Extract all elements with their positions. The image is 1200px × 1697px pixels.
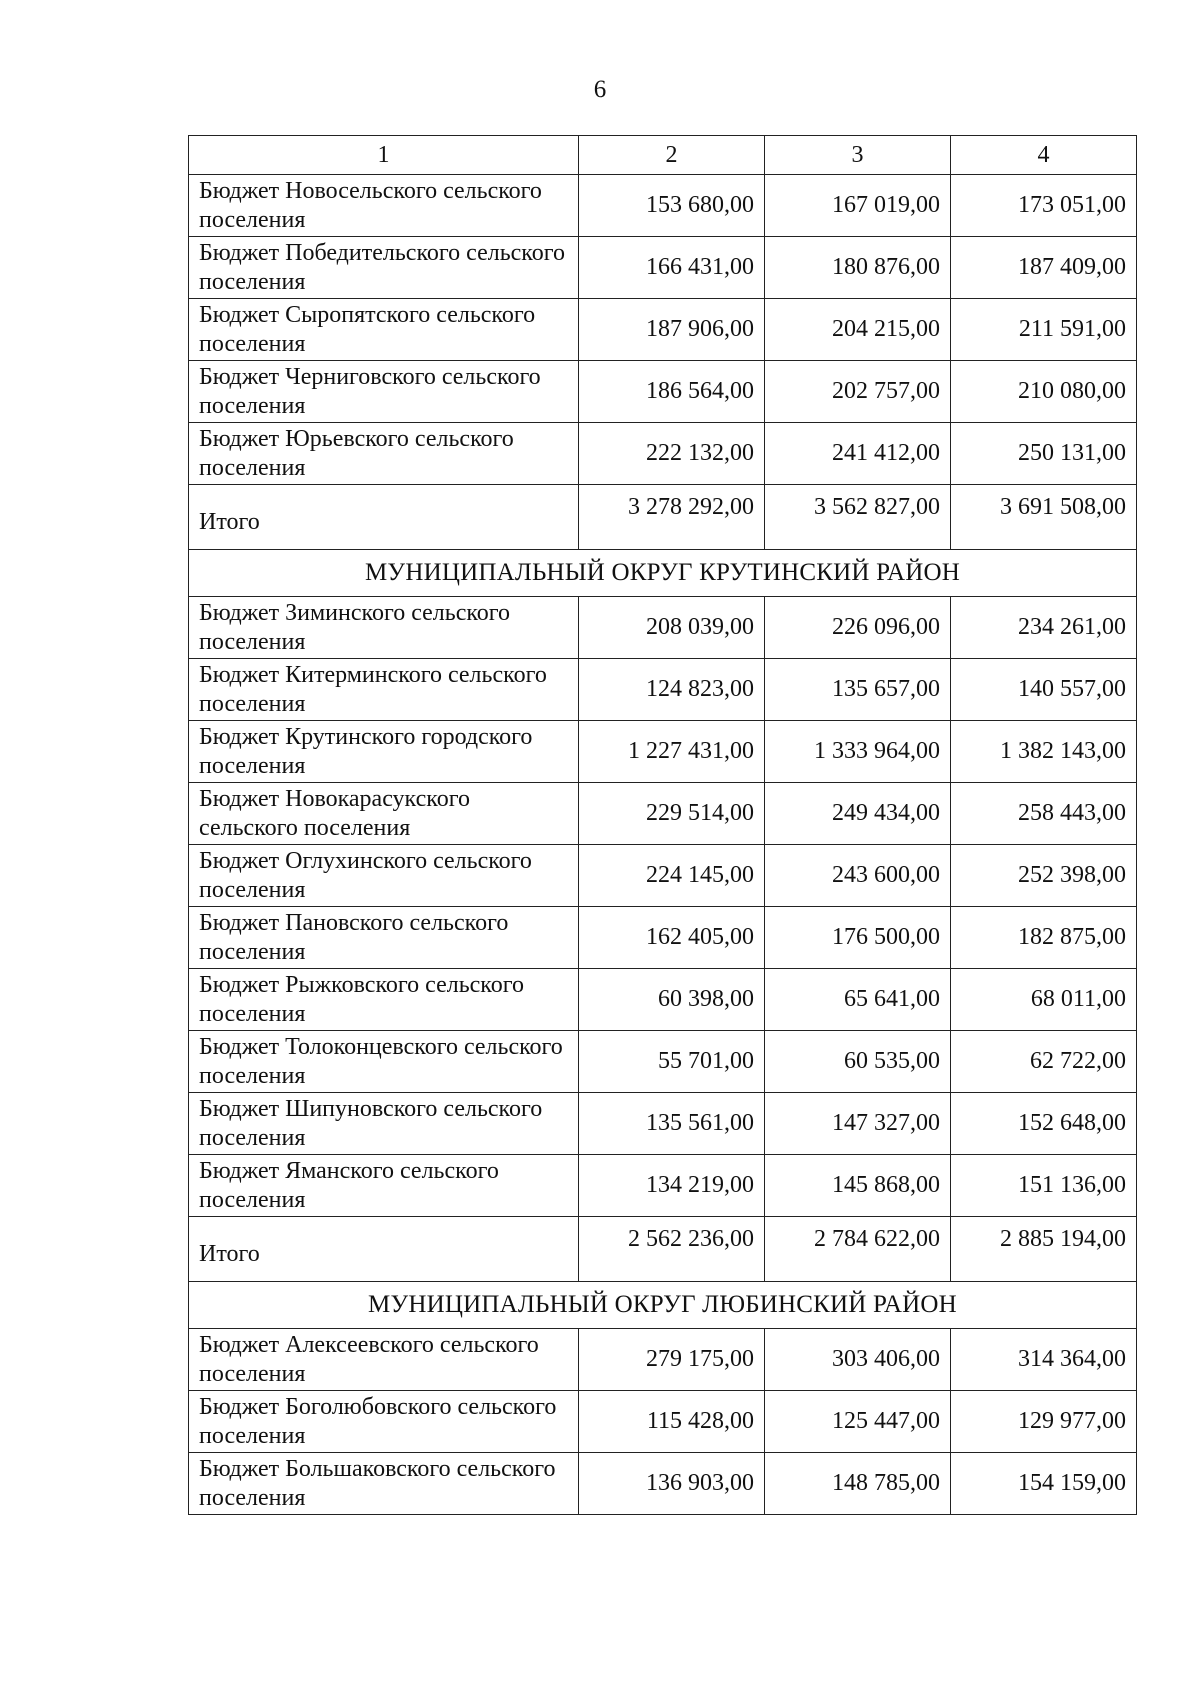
budget-name-cell: Бюджет Китерминского сельского поселения xyxy=(189,659,579,721)
value-cell-col3: 176 500,00 xyxy=(765,907,951,969)
table-row xyxy=(189,1155,1137,1217)
value-cell-col2: 222 132,00 xyxy=(579,423,765,485)
value-cell-col2: 115 428,00 xyxy=(579,1391,765,1453)
value-cell-col3: 249 434,00 xyxy=(765,783,951,845)
value-cell-col4: 152 648,00 xyxy=(951,1093,1137,1155)
value-cell-col3: 147 327,00 xyxy=(765,1093,951,1155)
value-cell-col3: 226 096,00 xyxy=(765,597,951,659)
value-cell-col3: 303 406,00 xyxy=(765,1329,951,1391)
budget-name-cell: Бюджет Толоконцевского сельского поселения xyxy=(189,1031,579,1093)
value-cell-col3: 135 657,00 xyxy=(765,659,951,721)
total-value-col3: 2 784 622,00 xyxy=(765,1217,951,1282)
value-cell-col2: 136 903,00 xyxy=(579,1453,765,1515)
total-value-col4: 3 691 508,00 xyxy=(951,485,1137,550)
budget-name-cell: Бюджет Победительского сельского поселения xyxy=(189,237,579,299)
total-row xyxy=(189,1217,1137,1282)
budget-name-cell: Бюджет Черниговского сельского поселения xyxy=(189,361,579,423)
table-body xyxy=(189,175,1137,1515)
value-cell-col4: 154 159,00 xyxy=(951,1453,1137,1515)
total-value-col2: 3 278 292,00 xyxy=(579,485,765,550)
value-cell-col3: 241 412,00 xyxy=(765,423,951,485)
column-header-4: 4 xyxy=(951,136,1137,175)
total-label-cell: Итого xyxy=(189,1217,579,1282)
value-cell-col3: 145 868,00 xyxy=(765,1155,951,1217)
value-cell-col2: 279 175,00 xyxy=(579,1329,765,1391)
value-cell-col3: 204 215,00 xyxy=(765,299,951,361)
budget-name-cell: Бюджет Рыжковского сельского поселения xyxy=(189,969,579,1031)
total-value-col2: 2 562 236,00 xyxy=(579,1217,765,1282)
value-cell-col4: 314 364,00 xyxy=(951,1329,1137,1391)
table-row xyxy=(189,1093,1137,1155)
table-row xyxy=(189,845,1137,907)
value-cell-col2: 1 227 431,00 xyxy=(579,721,765,783)
value-cell-col2: 186 564,00 xyxy=(579,361,765,423)
budget-name-cell: Бюджет Шипуновского сельского поселения xyxy=(189,1093,579,1155)
table-row xyxy=(189,361,1137,423)
budget-table xyxy=(188,135,1137,1515)
table-row xyxy=(189,175,1137,237)
table-row xyxy=(189,1391,1137,1453)
value-cell-col2: 60 398,00 xyxy=(579,969,765,1031)
value-cell-col4: 129 977,00 xyxy=(951,1391,1137,1453)
value-cell-col2: 166 431,00 xyxy=(579,237,765,299)
value-cell-col4: 1 382 143,00 xyxy=(951,721,1137,783)
table-row xyxy=(189,659,1137,721)
value-cell-col2: 187 906,00 xyxy=(579,299,765,361)
section-title: МУНИЦИПАЛЬНЫЙ ОКРУГ КРУТИНСКИЙ РАЙОН xyxy=(189,550,1137,597)
value-cell-col3: 202 757,00 xyxy=(765,361,951,423)
table-row xyxy=(189,1453,1137,1515)
total-value-col3: 3 562 827,00 xyxy=(765,485,951,550)
value-cell-col3: 243 600,00 xyxy=(765,845,951,907)
value-cell-col2: 134 219,00 xyxy=(579,1155,765,1217)
value-cell-col4: 187 409,00 xyxy=(951,237,1137,299)
page-number: 6 xyxy=(593,76,607,103)
value-cell-col3: 65 641,00 xyxy=(765,969,951,1031)
table-header xyxy=(189,136,1137,175)
value-cell-col2: 124 823,00 xyxy=(579,659,765,721)
value-cell-col3: 148 785,00 xyxy=(765,1453,951,1515)
value-cell-col2: 153 680,00 xyxy=(579,175,765,237)
budget-name-cell: Бюджет Зиминского сельского поселения xyxy=(189,597,579,659)
budget-name-cell: Бюджет Яманского сельского поселения xyxy=(189,1155,579,1217)
value-cell-col4: 234 261,00 xyxy=(951,597,1137,659)
header-row xyxy=(189,136,1137,175)
table-row xyxy=(189,721,1137,783)
budget-name-cell: Бюджет Сыропятского сельского поселения xyxy=(189,299,579,361)
budget-name-cell: Бюджет Алексеевского сельского поселения xyxy=(189,1329,579,1391)
value-cell-col4: 182 875,00 xyxy=(951,907,1137,969)
total-label-cell: Итого xyxy=(189,485,579,550)
value-cell-col2: 208 039,00 xyxy=(579,597,765,659)
value-cell-col2: 229 514,00 xyxy=(579,783,765,845)
column-header-2: 2 xyxy=(579,136,765,175)
section-header-row xyxy=(189,1282,1137,1329)
value-cell-col3: 60 535,00 xyxy=(765,1031,951,1093)
table-row xyxy=(189,1329,1137,1391)
value-cell-col3: 1 333 964,00 xyxy=(765,721,951,783)
total-value-col4: 2 885 194,00 xyxy=(951,1217,1137,1282)
value-cell-col4: 258 443,00 xyxy=(951,783,1137,845)
value-cell-col4: 151 136,00 xyxy=(951,1155,1137,1217)
section-title: МУНИЦИПАЛЬНЫЙ ОКРУГ ЛЮБИНСКИЙ РАЙОН xyxy=(189,1282,1137,1329)
value-cell-col4: 211 591,00 xyxy=(951,299,1137,361)
value-cell-col2: 162 405,00 xyxy=(579,907,765,969)
budget-name-cell: Бюджет Крутинского городского поселения xyxy=(189,721,579,783)
table-row xyxy=(189,783,1137,845)
budget-name-cell: Бюджет Юрьевского сельского поселения xyxy=(189,423,579,485)
budget-name-cell: Бюджет Новокарасукского сельского поселения xyxy=(189,783,579,845)
value-cell-col4: 140 557,00 xyxy=(951,659,1137,721)
column-header-1: 1 xyxy=(189,136,579,175)
column-header-3: 3 xyxy=(765,136,951,175)
value-cell-col2: 55 701,00 xyxy=(579,1031,765,1093)
budget-name-cell: Бюджет Пановского сельского поселения xyxy=(189,907,579,969)
value-cell-col4: 62 722,00 xyxy=(951,1031,1137,1093)
table-row xyxy=(189,907,1137,969)
budget-name-cell: Бюджет Оглухинского сельского поселения xyxy=(189,845,579,907)
table-row xyxy=(189,1031,1137,1093)
table-row xyxy=(189,299,1137,361)
table-row xyxy=(189,423,1137,485)
table-row xyxy=(189,597,1137,659)
value-cell-col2: 135 561,00 xyxy=(579,1093,765,1155)
table-row xyxy=(189,969,1137,1031)
section-header-row xyxy=(189,550,1137,597)
value-cell-col3: 125 447,00 xyxy=(765,1391,951,1453)
table-row xyxy=(189,237,1137,299)
value-cell-col4: 250 131,00 xyxy=(951,423,1137,485)
value-cell-col3: 180 876,00 xyxy=(765,237,951,299)
value-cell-col4: 68 011,00 xyxy=(951,969,1137,1031)
budget-name-cell: Бюджет Большаковского сельского поселения xyxy=(189,1453,579,1515)
total-row xyxy=(189,485,1137,550)
value-cell-col4: 173 051,00 xyxy=(951,175,1137,237)
value-cell-col2: 224 145,00 xyxy=(579,845,765,907)
value-cell-col3: 167 019,00 xyxy=(765,175,951,237)
budget-name-cell: Бюджет Новосельского сельского поселения xyxy=(189,175,579,237)
value-cell-col4: 210 080,00 xyxy=(951,361,1137,423)
budget-name-cell: Бюджет Боголюбовского сельского поселения xyxy=(189,1391,579,1453)
value-cell-col4: 252 398,00 xyxy=(951,845,1137,907)
